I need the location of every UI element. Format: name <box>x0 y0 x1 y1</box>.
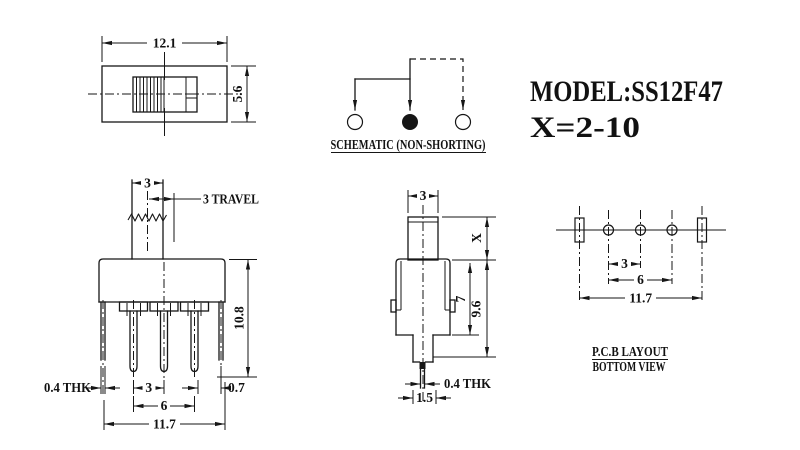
pcb-pitch-dim: 3 <box>621 256 628 271</box>
front-pitch-dim: 3 <box>145 380 153 395</box>
front-span-dim: 6 <box>160 398 168 413</box>
pcb-overall-dim: 11.7 <box>629 290 653 306</box>
top-view-width-dim: 12.1 <box>152 35 177 51</box>
pcb-view <box>556 206 726 374</box>
pcb-caption-line2: BOTTOM VIEW <box>592 359 666 374</box>
terminal-right <box>456 115 471 130</box>
side-height-dim: 9.6 <box>468 300 484 318</box>
title-block <box>530 75 723 144</box>
front-thk-dim: 0.4 THK <box>44 380 92 395</box>
front-travel-dim: 3 TRAVEL <box>203 191 259 207</box>
front-body-outline <box>99 259 225 302</box>
dashed-pole-path <box>410 59 463 110</box>
model-text: MODEL:SS12F47 <box>530 75 723 108</box>
schematic-caption: SCHEMATIC (NON-SHORTING) <box>330 137 486 152</box>
front-knob-dim: 3 <box>144 175 151 191</box>
terminal-left <box>348 115 363 130</box>
front-overall-dim: 11.7 <box>153 416 176 432</box>
x-range-text: X=2-10 <box>530 111 640 144</box>
front-offset-dim: 0.7 <box>228 380 245 395</box>
front-view <box>44 176 259 432</box>
mounting-tabs <box>101 300 223 396</box>
terminal-common-filled <box>402 114 418 130</box>
top-view-height-dim: 5.6 <box>230 85 245 103</box>
pcb-span-dim: 6 <box>637 272 644 287</box>
side-x-dim: X <box>469 233 484 243</box>
side-thk-dim: 0.4 THK <box>444 376 492 391</box>
front-height-dim: 10.8 <box>231 306 247 330</box>
side-view <box>391 188 496 405</box>
side-body-dim: 7 <box>453 295 468 303</box>
side-pin-dim: 1.5 <box>416 390 433 405</box>
top-view <box>88 36 256 137</box>
side-knob-dim: 3 <box>419 188 427 203</box>
pcb-caption-line1: P.C.B LAYOUT <box>592 344 668 359</box>
schematic-view <box>331 59 487 153</box>
